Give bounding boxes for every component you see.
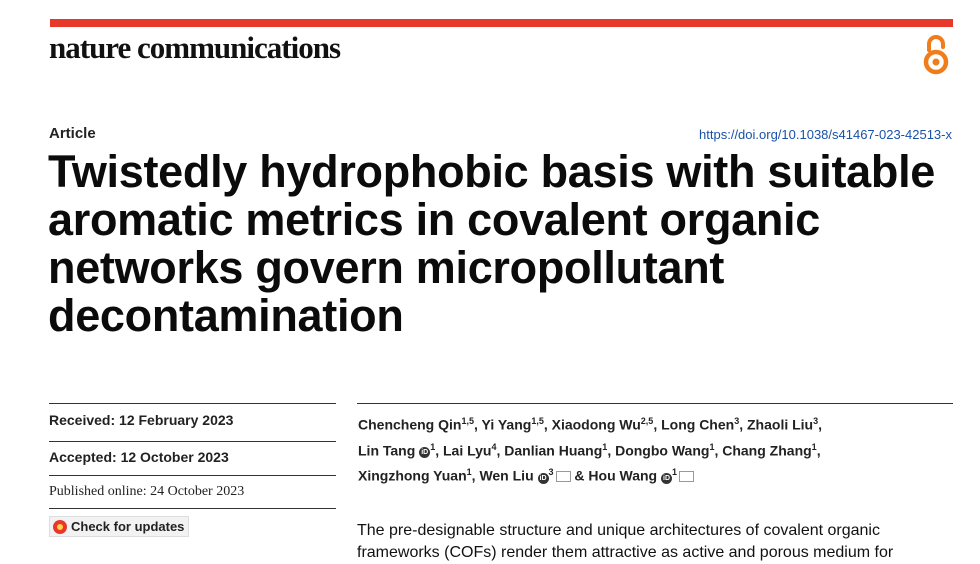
author-name[interactable]: Chencheng Qin: [358, 416, 462, 433]
divider: [49, 441, 336, 442]
affiliation-marker: 1,5: [531, 416, 544, 426]
affiliation-marker: 1: [466, 467, 472, 478]
check-updates-label: Check for updates: [71, 519, 185, 534]
journal-header-bar: [50, 19, 953, 27]
received-date: Received: 12 February 2023: [49, 412, 234, 428]
author-name[interactable]: Zhaoli Liu: [747, 416, 814, 433]
affiliation-marker: 3: [548, 467, 554, 478]
author-name[interactable]: Xingzhong Yuan: [358, 467, 467, 484]
abstract-line: frameworks (COFs) render them attractive as active and porous medium for: [357, 544, 894, 561]
affiliation-marker: 1,5: [461, 416, 474, 426]
accepted-date: Accepted: 12 October 2023: [49, 449, 229, 465]
doi-link[interactable]: https://doi.org/10.1038/s41467-023-42513-x: [699, 127, 952, 142]
affiliation-marker: 4: [491, 441, 497, 452]
journal-name: nature communications: [49, 30, 341, 65]
article-title: Twistedly hydrophobic basis with suitable aromatic metrics in covalent organic networks govern micropollutant decontamination: [48, 146, 935, 341]
affiliation-marker: 1: [602, 441, 608, 452]
divider: [49, 508, 336, 509]
email-icon[interactable]: [556, 471, 571, 482]
author-name[interactable]: Chang Zhang: [722, 442, 812, 459]
author-name[interactable]: Dongbo Wang: [615, 442, 710, 459]
authors-divider: [357, 403, 953, 404]
orcid-icon[interactable]: iD: [539, 474, 547, 482]
email-icon[interactable]: [679, 471, 694, 482]
open-access-icon[interactable]: [921, 34, 951, 76]
orcid-icon[interactable]: iD: [421, 449, 429, 457]
affiliation-marker: 1: [430, 441, 436, 452]
abstract-text: [357, 520, 957, 564]
affiliation-marker: 3: [813, 416, 819, 426]
author-name[interactable]: Long Chen: [661, 416, 735, 433]
author-name[interactable]: Xiaodong Wu: [551, 416, 641, 433]
author-name[interactable]: Danlian Huang: [504, 442, 603, 459]
author-name[interactable]: Yi Yang: [481, 416, 532, 433]
check-updates-button[interactable]: [49, 516, 189, 537]
article-type-label: Article: [49, 125, 96, 142]
author-name[interactable]: Lin Tang: [358, 442, 416, 459]
author-list: Chencheng Qin$^{1,5}$, Yi Yang$^{1,5}$, Xiaodong Wu$^{2,5}$, Long Chen$^3$, Zhaoli Liu$^3$, Lin Tang $iD^1$, Lai Lyu$^4$, Danlian Huang$^1$, Dongbo Wang$^1$, Chang Zhang$^1$, Xingzhong Yuan$^1$, Wen Liu $iD^3$ & Hou Wang $iD^1$: [358, 416, 823, 484]
orcid-icon[interactable]: iD: [663, 474, 670, 482]
affiliation-marker: 1: [811, 441, 817, 452]
abstract-line: The pre-designable structure and unique architectures of covalent organic: [357, 522, 880, 539]
author-name[interactable]: Wen Liu: [479, 467, 534, 484]
author-name[interactable]: Hou Wang: [588, 467, 658, 484]
check-updates-icon: [53, 520, 67, 534]
affiliation-marker: 1: [672, 467, 678, 478]
author-name[interactable]: Lai Lyu: [442, 442, 492, 459]
affiliation-marker: 1: [709, 441, 715, 452]
divider: [49, 403, 336, 404]
affiliation-marker: 3: [734, 416, 740, 426]
divider: [49, 475, 336, 476]
affiliation-marker: 2,5: [640, 416, 654, 426]
published-date: Published online: 24 October 2023: [49, 484, 245, 499]
